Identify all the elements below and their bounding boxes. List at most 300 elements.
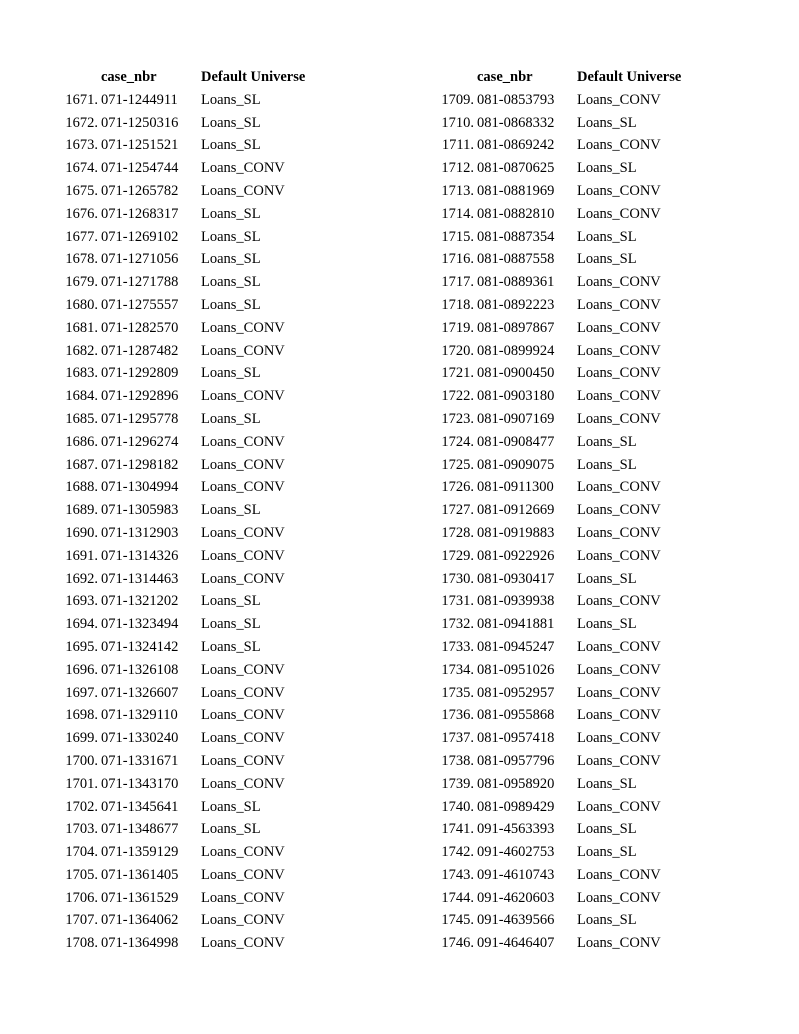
row-number: 1741.	[441, 821, 474, 838]
row-number: 1709.	[441, 91, 474, 108]
default-universe-cell: Loans_CONV	[577, 296, 661, 313]
default-universe-cell: Loans_CONV	[577, 547, 661, 564]
default-universe-cell: Loans_SL	[201, 798, 261, 815]
row-number: 1672.	[65, 114, 98, 131]
row-number: 1703.	[65, 821, 98, 838]
row-number: 1715.	[441, 228, 474, 245]
row-number: 1713.	[441, 182, 474, 199]
table-row	[376, 431, 727, 454]
table-row	[0, 590, 351, 613]
table-row	[376, 112, 727, 135]
case-nbr-cell: 081-0899924	[477, 342, 555, 359]
row-number: 1701.	[65, 775, 98, 792]
case-nbr-cell: 081-0922926	[477, 547, 555, 564]
table-row	[0, 750, 351, 773]
row-number: 1671.	[65, 91, 98, 108]
default-universe-cell: Loans_CONV	[577, 593, 661, 610]
table-row	[376, 271, 727, 294]
table-row	[0, 841, 351, 864]
row-number: 1720.	[441, 342, 474, 359]
default-universe-cell: Loans_CONV	[577, 410, 661, 427]
row-number: 1717.	[441, 274, 474, 291]
row-number: 1686.	[65, 433, 98, 450]
row-number: 1705.	[65, 866, 98, 883]
default-universe-cell: Loans_SL	[201, 91, 261, 108]
default-universe-cell: Loans_SL	[577, 821, 637, 838]
table-row	[0, 932, 351, 955]
default-universe-cell: Loans_SL	[577, 433, 637, 450]
default-universe-cell: Loans_CONV	[577, 274, 661, 291]
table-row	[376, 294, 727, 317]
case-nbr-cell: 081-0870625	[477, 160, 555, 177]
default-universe-cell: Loans_CONV	[577, 661, 661, 678]
row-number: 1724.	[441, 433, 474, 450]
case-nbr-cell: 071-1298182	[101, 456, 179, 473]
row-number: 1711.	[441, 137, 474, 154]
row-number: 1707.	[65, 912, 98, 929]
table-row	[0, 887, 351, 910]
case-nbr-cell: 071-1244911	[101, 91, 178, 108]
row-number: 1733.	[441, 638, 474, 655]
case-nbr-cell: 081-0939938	[477, 593, 555, 610]
case-nbr-cell: 071-1271788	[101, 274, 179, 291]
case-nbr-cell: 081-0900450	[477, 365, 555, 382]
row-number: 1674.	[65, 160, 98, 177]
default-universe-cell: Loans_CONV	[201, 684, 285, 701]
case-nbr-cell: 071-1292809	[101, 365, 179, 382]
table-row	[0, 773, 351, 796]
row-number: 1702.	[65, 798, 98, 815]
case-nbr-cell: 071-1295778	[101, 410, 179, 427]
case-nbr-cell: 071-1250316	[101, 114, 179, 131]
left-data-table	[0, 66, 351, 955]
case-nbr-cell: 081-0912669	[477, 502, 555, 519]
case-nbr-cell: 071-1323494	[101, 616, 179, 633]
case-nbr-cell: 071-1321202	[101, 593, 179, 610]
table-row	[0, 636, 351, 659]
default-universe-cell: Loans_CONV	[577, 684, 661, 701]
row-number: 1695.	[65, 638, 98, 655]
table-row	[376, 590, 727, 613]
default-universe-cell: Loans_SL	[201, 638, 261, 655]
row-number: 1680.	[65, 296, 98, 313]
row-number: 1725.	[441, 456, 474, 473]
table-row	[0, 476, 351, 499]
default-universe-cell: Loans_CONV	[577, 479, 661, 496]
table-row	[376, 727, 727, 750]
row-number: 1742.	[441, 844, 474, 861]
table-row	[376, 226, 727, 249]
table-row	[0, 864, 351, 887]
row-number: 1734.	[441, 661, 474, 678]
row-number: 1719.	[441, 319, 474, 336]
case-nbr-cell: 081-0911300	[477, 479, 554, 496]
table-row	[376, 180, 727, 203]
case-nbr-header: case_nbr	[477, 69, 533, 85]
row-number: 1704.	[65, 844, 98, 861]
default-universe-cell: Loans_SL	[201, 114, 261, 131]
table-row	[376, 796, 727, 819]
case-nbr-cell: 071-1329110	[101, 707, 178, 724]
row-number: 1732.	[441, 616, 474, 633]
row-number: 1698.	[65, 707, 98, 724]
table-row	[376, 613, 727, 636]
default-universe-cell: Loans_SL	[201, 821, 261, 838]
table-row	[0, 271, 351, 294]
row-number: 1678.	[65, 251, 98, 268]
table-row	[0, 294, 351, 317]
row-number: 1744.	[441, 889, 474, 906]
table-row	[376, 750, 727, 773]
default-universe-cell: Loans_CONV	[201, 661, 285, 678]
default-universe-cell: Loans_CONV	[201, 730, 285, 747]
default-universe-cell: Loans_CONV	[201, 388, 285, 405]
table-row	[0, 340, 351, 363]
case-nbr-cell: 091-4639566	[477, 912, 555, 929]
case-nbr-cell: 071-1361405	[101, 866, 179, 883]
table-row	[0, 613, 351, 636]
row-number: 1675.	[65, 182, 98, 199]
case-nbr-cell: 071-1324142	[101, 638, 179, 655]
row-number: 1676.	[65, 205, 98, 222]
row-number: 1730.	[441, 570, 474, 587]
row-number: 1673.	[65, 137, 98, 154]
table-row	[0, 909, 351, 932]
table-row	[376, 362, 727, 385]
default-universe-cell: Loans_CONV	[201, 456, 285, 473]
default-universe-cell: Loans_CONV	[577, 182, 661, 199]
case-nbr-cell: 081-0957418	[477, 730, 555, 747]
case-nbr-cell: 081-0952957	[477, 684, 555, 701]
row-number: 1679.	[65, 274, 98, 291]
default-universe-cell: Loans_CONV	[201, 912, 285, 929]
default-universe-cell: Loans_CONV	[201, 707, 285, 724]
table-row	[376, 818, 727, 841]
default-universe-cell: Loans_CONV	[577, 502, 661, 519]
table-row	[376, 454, 727, 477]
case-nbr-cell: 081-0909075	[477, 456, 555, 473]
row-number: 1739.	[441, 775, 474, 792]
row-number: 1690.	[65, 524, 98, 541]
case-nbr-header: case_nbr	[101, 69, 157, 85]
default-universe-cell: Loans_CONV	[201, 775, 285, 792]
left-table-body	[0, 89, 351, 955]
case-nbr-cell: 071-1314326	[101, 547, 179, 564]
right-table-column	[376, 66, 727, 955]
default-universe-cell: Loans_SL	[577, 616, 637, 633]
case-nbr-cell: 071-1343170	[101, 775, 179, 792]
case-nbr-cell: 081-0903180	[477, 388, 555, 405]
row-number: 1716.	[441, 251, 474, 268]
case-nbr-cell: 081-0889361	[477, 274, 555, 291]
table-row	[376, 317, 727, 340]
row-number: 1712.	[441, 160, 474, 177]
default-universe-cell: Loans_CONV	[201, 935, 285, 952]
default-universe-cell: Loans_SL	[201, 274, 261, 291]
default-universe-header: Default Universe	[577, 69, 682, 85]
default-universe-cell: Loans_CONV	[201, 524, 285, 541]
default-universe-cell: Loans_CONV	[577, 752, 661, 769]
row-number: 1706.	[65, 889, 98, 906]
default-universe-cell: Loans_CONV	[201, 182, 285, 199]
table-row	[376, 89, 727, 112]
case-nbr-cell: 071-1312903	[101, 524, 179, 541]
table-row	[0, 408, 351, 431]
case-nbr-cell: 071-1348677	[101, 821, 179, 838]
default-universe-cell: Loans_CONV	[201, 752, 285, 769]
row-number: 1697.	[65, 684, 98, 701]
default-universe-cell: Loans_SL	[577, 114, 637, 131]
table-row	[0, 203, 351, 226]
case-nbr-cell: 071-1326607	[101, 684, 179, 701]
row-number: 1683.	[65, 365, 98, 382]
table-row	[376, 704, 727, 727]
table-row	[376, 864, 727, 887]
default-universe-cell: Loans_CONV	[577, 889, 661, 906]
default-universe-cell: Loans_CONV	[201, 342, 285, 359]
table-row	[376, 408, 727, 431]
case-nbr-cell: 081-0951026	[477, 661, 555, 678]
row-number: 1721.	[441, 365, 474, 382]
default-universe-cell: Loans_SL	[577, 912, 637, 929]
default-universe-cell: Loans_SL	[201, 593, 261, 610]
default-universe-cell: Loans_CONV	[201, 866, 285, 883]
table-row	[0, 112, 351, 135]
default-universe-cell: Loans_SL	[577, 160, 637, 177]
default-universe-cell: Loans_CONV	[577, 205, 661, 222]
table-row	[0, 89, 351, 112]
default-universe-cell: Loans_CONV	[201, 160, 285, 177]
case-nbr-cell: 081-0869242	[477, 137, 555, 154]
case-nbr-cell: 081-0881969	[477, 182, 555, 199]
case-nbr-cell: 081-0941881	[477, 616, 555, 633]
case-nbr-cell: 071-1364998	[101, 935, 179, 952]
row-number: 1708.	[65, 935, 98, 952]
case-nbr-cell: 081-0887354	[477, 228, 555, 245]
row-number: 1677.	[65, 228, 98, 245]
table-row	[376, 340, 727, 363]
case-nbr-cell: 081-0853793	[477, 91, 555, 108]
table-row	[0, 226, 351, 249]
default-universe-cell: Loans_SL	[201, 410, 261, 427]
case-nbr-cell: 071-1271056	[101, 251, 179, 268]
default-universe-cell: Loans_CONV	[201, 547, 285, 564]
right-table-body	[376, 89, 727, 955]
row-number: 1692.	[65, 570, 98, 587]
row-number-header	[376, 66, 477, 89]
case-nbr-cell: 071-1296274	[101, 433, 179, 450]
default-universe-cell: Loans_CONV	[577, 365, 661, 382]
default-universe-cell: Loans_CONV	[201, 889, 285, 906]
table-row	[376, 522, 727, 545]
table-row	[376, 887, 727, 910]
case-nbr-cell: 091-4602753	[477, 844, 555, 861]
table-row	[0, 659, 351, 682]
default-universe-cell: Loans_CONV	[577, 707, 661, 724]
table-row	[0, 385, 351, 408]
row-number: 1687.	[65, 456, 98, 473]
case-nbr-cell: 081-0989429	[477, 798, 555, 815]
case-nbr-cell: 071-1254744	[101, 160, 179, 177]
case-nbr-cell: 081-0919883	[477, 524, 555, 541]
case-nbr-cell: 081-0930417	[477, 570, 555, 587]
row-number: 1681.	[65, 319, 98, 336]
table-row	[0, 522, 351, 545]
row-number: 1689.	[65, 502, 98, 519]
case-nbr-cell: 071-1287482	[101, 342, 179, 359]
row-number: 1694.	[65, 616, 98, 633]
table-row	[0, 362, 351, 385]
row-number: 1731.	[441, 593, 474, 610]
default-universe-cell: Loans_SL	[201, 502, 261, 519]
table-row	[376, 773, 727, 796]
table-row	[376, 248, 727, 271]
row-number: 1688.	[65, 479, 98, 496]
case-nbr-cell: 071-1314463	[101, 570, 179, 587]
row-number: 1722.	[441, 388, 474, 405]
default-universe-cell: Loans_CONV	[201, 844, 285, 861]
table-row	[0, 499, 351, 522]
row-number-header	[0, 66, 101, 89]
case-nbr-cell: 071-1282570	[101, 319, 179, 336]
table-row	[0, 454, 351, 477]
table-row	[0, 704, 351, 727]
default-universe-cell: Loans_CONV	[201, 433, 285, 450]
table-row	[376, 476, 727, 499]
default-universe-cell: Loans_SL	[201, 296, 261, 313]
table-row	[376, 682, 727, 705]
table-row	[0, 545, 351, 568]
table-row	[376, 385, 727, 408]
default-universe-cell: Loans_SL	[577, 251, 637, 268]
default-universe-cell: Loans_SL	[201, 616, 261, 633]
table-row	[0, 180, 351, 203]
table-row	[376, 932, 727, 955]
case-nbr-cell: 071-1359129	[101, 844, 179, 861]
case-nbr-cell: 071-1326108	[101, 661, 179, 678]
case-nbr-cell: 091-4610743	[477, 866, 555, 883]
default-universe-cell: Loans_SL	[577, 456, 637, 473]
table-row	[376, 841, 727, 864]
row-number: 1700.	[65, 752, 98, 769]
default-universe-cell: Loans_CONV	[577, 935, 661, 952]
row-number: 1682.	[65, 342, 98, 359]
table-row	[0, 568, 351, 591]
case-nbr-cell: 071-1292896	[101, 388, 179, 405]
row-number: 1746.	[441, 935, 474, 952]
case-nbr-cell: 071-1330240	[101, 730, 179, 747]
table-row	[376, 134, 727, 157]
table-row	[376, 909, 727, 932]
case-nbr-cell: 091-4563393	[477, 821, 555, 838]
left-table-column	[0, 66, 351, 955]
row-number: 1728.	[441, 524, 474, 541]
default-universe-cell: Loans_CONV	[577, 388, 661, 405]
row-number: 1691.	[65, 547, 98, 564]
row-number: 1735.	[441, 684, 474, 701]
case-nbr-cell: 071-1269102	[101, 228, 179, 245]
row-number: 1699.	[65, 730, 98, 747]
right-data-table	[376, 66, 727, 955]
table-row	[376, 545, 727, 568]
row-number: 1714.	[441, 205, 474, 222]
case-nbr-cell: 071-1345641	[101, 798, 179, 815]
default-universe-cell: Loans_CONV	[577, 342, 661, 359]
default-universe-cell: Loans_SL	[201, 251, 261, 268]
row-number: 1729.	[441, 547, 474, 564]
row-number: 1738.	[441, 752, 474, 769]
table-row	[0, 157, 351, 180]
default-universe-cell: Loans_CONV	[577, 730, 661, 747]
case-nbr-cell: 081-0887558	[477, 251, 555, 268]
default-universe-cell: Loans_SL	[201, 228, 261, 245]
default-universe-cell: Loans_CONV	[201, 319, 285, 336]
row-number: 1727.	[441, 502, 474, 519]
table-row	[376, 659, 727, 682]
row-number: 1684.	[65, 388, 98, 405]
case-nbr-cell: 071-1268317	[101, 205, 179, 222]
row-number: 1693.	[65, 593, 98, 610]
case-nbr-cell: 071-1364062	[101, 912, 179, 929]
table-row	[0, 134, 351, 157]
case-nbr-cell: 071-1265782	[101, 182, 179, 199]
default-universe-cell: Loans_CONV	[577, 866, 661, 883]
default-universe-cell: Loans_CONV	[201, 570, 285, 587]
case-nbr-cell: 081-0955868	[477, 707, 555, 724]
default-universe-cell: Loans_CONV	[577, 798, 661, 815]
row-number: 1723.	[441, 410, 474, 427]
default-universe-cell: Loans_SL	[577, 570, 637, 587]
table-row	[376, 203, 727, 226]
default-universe-cell: Loans_SL	[577, 228, 637, 245]
row-number: 1718.	[441, 296, 474, 313]
case-nbr-cell: 091-4620603	[477, 889, 555, 906]
case-nbr-cell: 081-0958920	[477, 775, 555, 792]
case-nbr-cell: 071-1361529	[101, 889, 179, 906]
default-universe-cell: Loans_SL	[577, 844, 637, 861]
default-universe-cell: Loans_CONV	[577, 524, 661, 541]
default-universe-header: Default Universe	[201, 69, 306, 85]
table-row	[376, 157, 727, 180]
table-row	[0, 818, 351, 841]
default-universe-cell: Loans_SL	[201, 365, 261, 382]
table-row	[376, 636, 727, 659]
table-row	[0, 682, 351, 705]
case-nbr-cell: 091-4646407	[477, 935, 555, 952]
case-nbr-cell: 071-1304994	[101, 479, 179, 496]
header-row	[376, 66, 727, 89]
case-nbr-cell: 071-1275557	[101, 296, 179, 313]
case-nbr-cell: 081-0892223	[477, 296, 555, 313]
default-universe-cell: Loans_SL	[201, 205, 261, 222]
default-universe-cell: Loans_CONV	[577, 137, 661, 154]
row-number: 1745.	[441, 912, 474, 929]
row-number: 1740.	[441, 798, 474, 815]
row-number: 1743.	[441, 866, 474, 883]
case-nbr-cell: 071-1305983	[101, 502, 179, 519]
row-number: 1696.	[65, 661, 98, 678]
case-nbr-cell: 081-0882810	[477, 205, 555, 222]
default-universe-cell: Loans_CONV	[577, 638, 661, 655]
default-universe-cell: Loans_CONV	[577, 91, 661, 108]
table-row	[0, 727, 351, 750]
table-row	[376, 499, 727, 522]
table-row	[0, 317, 351, 340]
case-nbr-cell: 081-0945247	[477, 638, 555, 655]
row-number: 1726.	[441, 479, 474, 496]
row-number: 1710.	[441, 114, 474, 131]
case-nbr-cell: 081-0957796	[477, 752, 555, 769]
